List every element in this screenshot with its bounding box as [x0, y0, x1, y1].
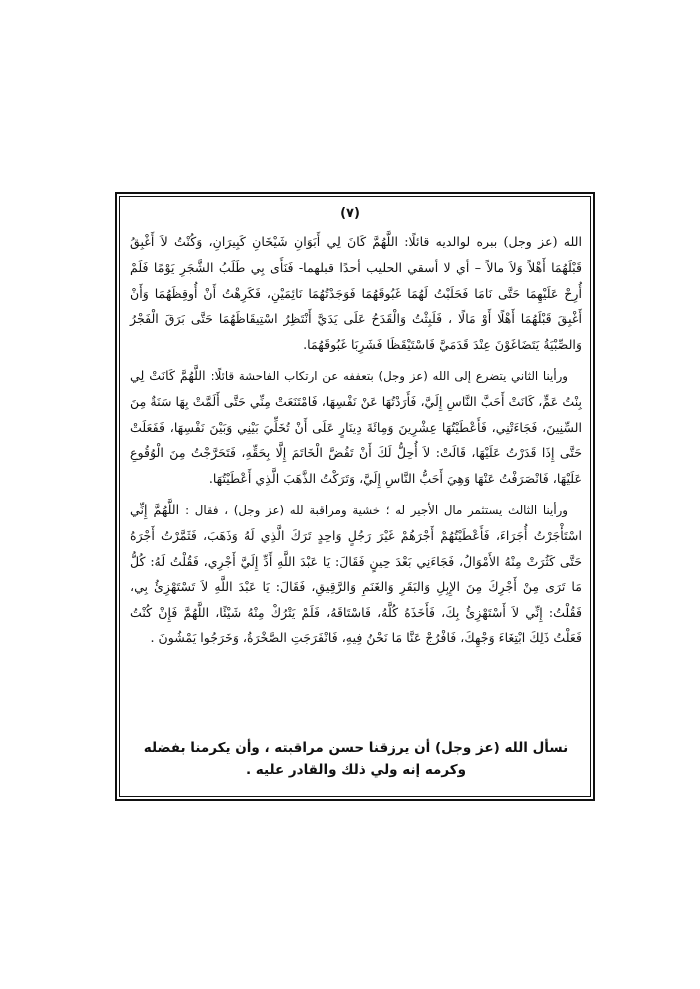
paragraph-third-man: [130, 497, 582, 650]
paragraph-second-man: [130, 363, 582, 491]
paragraph-text: اللَّهُمَّ كَانَتْ لِي بِنْتُ عَمٍّ، كَانَتْ أَحَبَّ النَّاسِ إِلَيَّ، فَأَرَدْتُهَا عَنْ نَفْسِهَا، فَامْتَنَعَتْ مِنِّي حَتَّى أَلَمَّتْ بِهَا سَنَةٌ مِنَ السِّنِينَ، فَجَاءَتْنِي، فَأَعْطَيْتُهَا عِشْرِينَ وَمِائَةَ دِينَارٍ عَلَى أَنْ تُخَلِّيَ بَيْنِي وَبَيْنَ نَفْسِهَا، فَفَعَلَتْ حَتَّى إِذَا قَدَرْتُ عَلَيْهَا، قَالَتْ: لاَ أُحِلُّ لَكَ أَنْ تَفُضَّ الْخَاتَمَ إِلَّا بِحَقِّهِ، فَتَحَرَّجْتُ مِنَ الْوُقُوعِ عَلَيْهَا، فَانْصَرَفْتُ عَنْهَا وَهِيَ أَحَبُّ النَّاسِ إِلَيَّ، وَتَرَكْتُ الذَّهَبَ الَّذِي أَعْطَيْتُهَا.: [130, 368, 582, 486]
page-number: (٧): [340, 206, 360, 221]
paragraph-intro: ورأينا الثالث يستثمر مال الأجير له ؛ خشية ومراقبة لله (عز وجل) ، فقال :: [185, 503, 568, 518]
closing-prayer: نسأل الله (عز وجل) أن يرزقنا حسن مراقبته ، وأن يكرمنا بفضله وكرمه إنه ولي ذلك والقادر عليه .: [143, 740, 569, 778]
body-text: [130, 229, 582, 657]
paragraph-text: اللَّهُمَّ إِنِّي اسْتَأْجَرْتُ أُجَرَاءَ، فَأَعْطَيْتُهُمْ أَجْرَهُمْ غَيْرَ رَجُلٍ وَاحِدٍ تَرَكَ الَّذِي لَهُ وَذَهَبَ، فَثَمَّرْتُ أَجْرَهُ حَتَّى كَثُرَتْ مِنْهُ الأَمْوَالُ، فَجَاءَنِي بَعْدَ حِينٍ فَقَالَ: يَا عَبْدَ اللَّهِ أَدِّ إِلَيَّ أَجْرِي، فَقُلْتُ لَهُ: كُلُّ مَا تَرَى مِنْ أَجْرِكَ مِنَ الإِبِلِ وَالبَقَرِ وَالغَنَمِ وَالرَّقِيقِ، فَقَالَ: يَا عَبْدَ اللَّهِ لاَ تَسْتَهْزِئُ بِي، فَقُلْتُ: إِنِّي لاَ أَسْتَهْزِئُ بِكَ، فَأَخَذَهُ كُلَّهُ، فَاسْتَاقَهُ، فَلَمْ يَتْرُكْ مِنْهُ شَيْئًا، اللَّهُمَّ فَإِنْ كُنْتُ فَعَلْتُ ذَلِكَ ابْتِغَاءَ وَجْهِكَ، فَافْرُجْ عَنَّا مَا نَحْنُ فِيهِ، فَانْفَرَجَتِ الصَّخْرَةُ، وَخَرَجُوا يَمْشُونَ .: [130, 502, 582, 646]
paragraph-intro: ورأينا الثاني يتضرع إلى الله (عز وجل) بتعففه عن ارتكاب الفاحشة قائلًا:: [210, 369, 568, 384]
paragraph-first-man: [130, 229, 582, 357]
paragraph-text: الله (عز وجل) ببره لوالديه قائلًا: اللَّهُمَّ كَانَ لِي أَبَوَانِ شَيْخَانِ كَبِيرَانِ، وَكُنْتُ لاَ أَغْبِقُ قَبْلَهُمَا أَهْلاً وَلاَ مالاً – أي لا أسقي الحليب أحدًا قبلهما- فَنَأَى بِي طَلَبُ الشَّجَرِ يَوْمًا فَلَمْ أُرِحْ عَلَيْهِمَا حَتَّى نَامَا فَحَلَبْتُ لَهُمَا غَبُوقَهُمَا فَوَجَدْتُهُمَا نَائِمَيْنِ، فَكَرِهْتُ أَنْ أُوقِظَهُمَا وَأَنْ أَغْبِقَ قَبْلَهُمَا أَهْلًا أَوْ مَالًا ، فَلَبِثْتُ وَالْقَدَحُ عَلَى يَدَيَّ أَنْتَظِرُ اسْتِيقَاظَهُمَا حَتَّى بَرَقَ الْفَجْرُ وَالصِّبْيَةُ يَتَضَاغَوْنَ عِنْدَ قَدَمَيَّ فَاسْتَيْقَظَا فَشَرِبَا غَبُوقَهُمَا.: [130, 234, 582, 352]
